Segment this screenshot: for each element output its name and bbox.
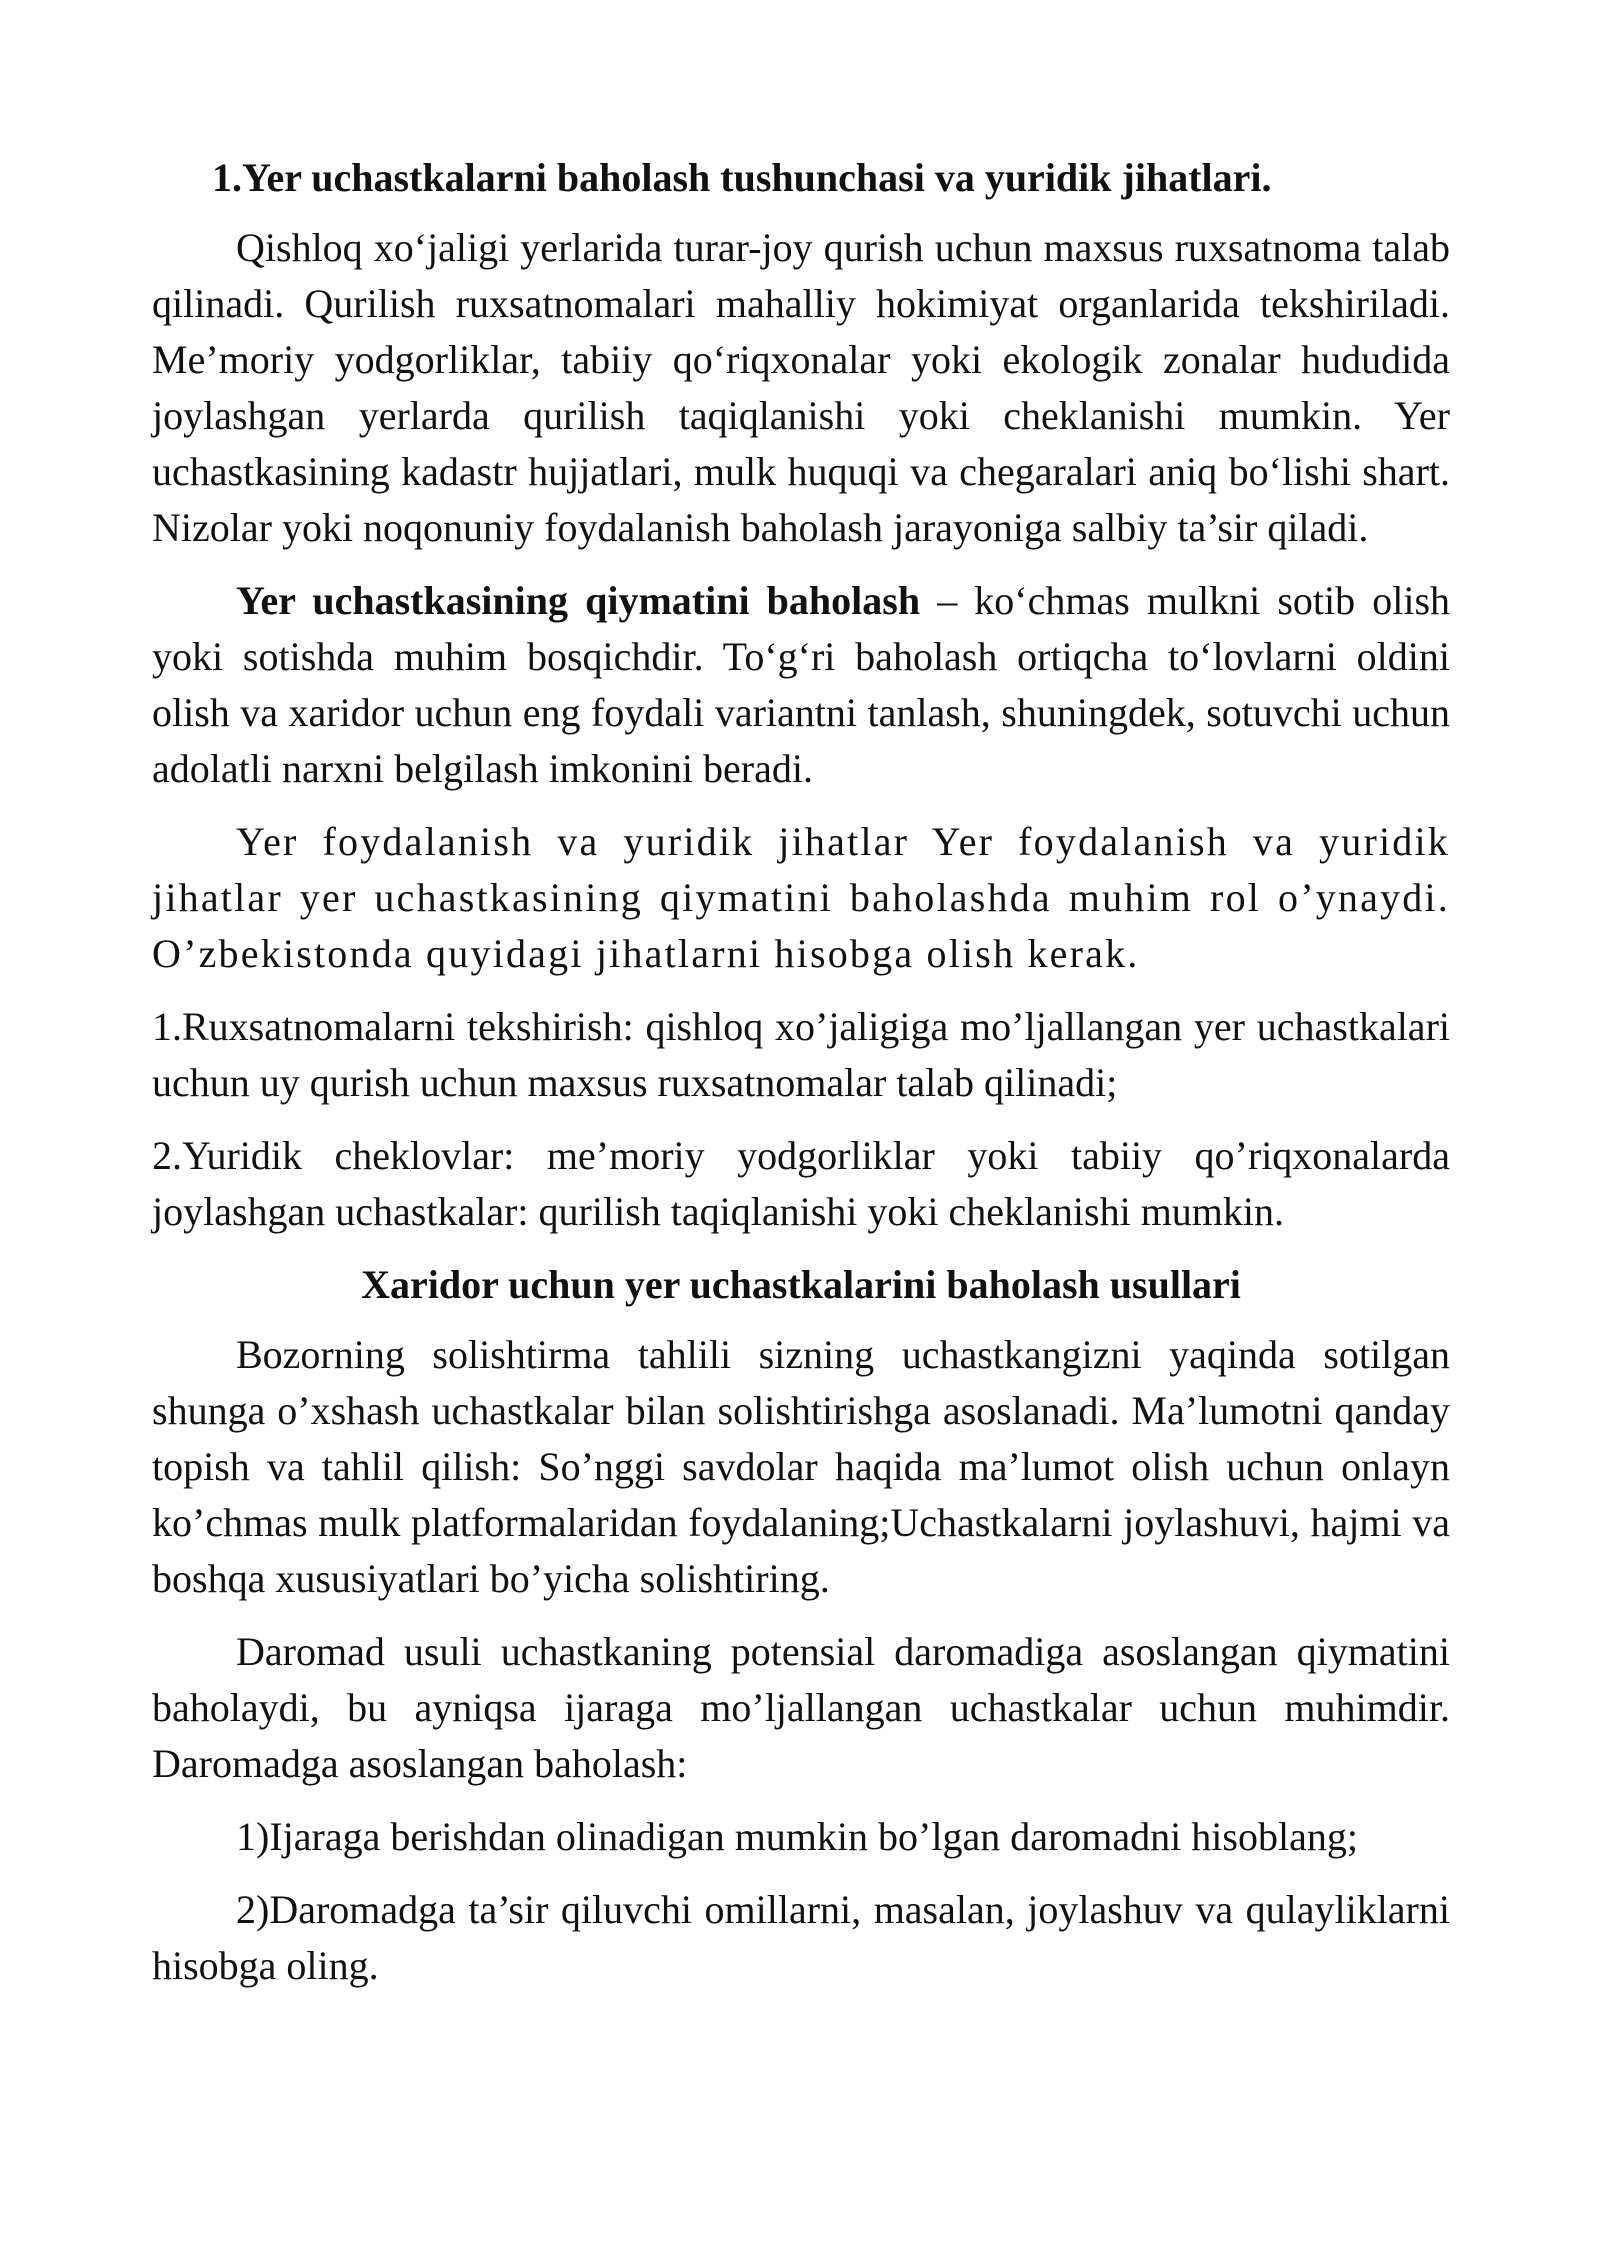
- section-heading: 1.Yer uchastkalarni baholash tushunchasi va yuridik jihatlari.: [212, 155, 1272, 200]
- paragraph-market-comparison: Bozorning solishtirma tahlili sizning uchastkangizni yaqinda sotilgan shunga o’xshash uchastkalar bilan solishtirishga asoslanadi. Ma’lumotni qanday topish va tahlil qilish: So’nggi savdolar haqida ma’lumot olish uchun onlayn ko’chmas mulk platformalaridan foydalaning;Uchastkalarni joylashuvi, hajmi va boshqa xususiyatlari bo’yicha solishtiring.: [152, 1332, 1450, 1601]
- paragraph-valuation-text: – ko‘chmas mulkni sotib olish yoki sotishda muhim bosqichdir. To‘g‘ri baholash ortiqcha to‘lovlarni oldini olish va xaridor uchun eng foydali variantni tanlash, shuningdek, sotuvchi uchun adolatli narxni belgilash imkonini beradi.: [152, 578, 1451, 791]
- list-item-permits: 1.Ruxsatnomalarni tekshirish: qishloq xo’jaligiga mo’ljallangan yer uchastkalari uchun uy qurish uchun maxsus ruxsatnomalar talab qilinadi;: [152, 1004, 1450, 1105]
- paragraph-permits: Qishloq xo‘jaligi yerlarida turar-joy qurish uchun maxsus ruxsatnoma talab qilinadi. Qurilish ruxsatnomalari mahalliy hokimiyat organlarida tekshiriladi. Me’moriy yodgorliklar, tabiiy qo‘riqxonalar yoki ekologik zonalar hududida joylashgan yerlarda qurilish taqiqlanishi yoki cheklanishi mumkin. Yer uchastkasining kadastr hujjatlari, mulk huquqi va chegaralari aniq bo‘lishi shart. Nizolar yoki noqonuniy foydalanish baholash jarayoniga salbiy ta’sir qiladi.: [152, 225, 1450, 550]
- paragraph-valuation-term: Yer uchastkasining qiymatini baholash: [236, 578, 921, 623]
- subsection-heading: Xaridor uchun yer uchastkalarini baholash usullari: [361, 1262, 1241, 1307]
- list-item-income-calc: 1)Ijaraga berishdan olinadigan mumkin bo’lgan daromadni hisoblang;: [236, 1814, 1358, 1859]
- list-item-factors: 2)Daromadga ta’sir qiluvchi omillarni, masalan, joylashuv va qulayliklarni hisobga oling.: [152, 1887, 1450, 1988]
- paragraph-income-method: Daromad usuli uchastkaning potensial daromadiga asoslangan qiymatini baholaydi, bu ayniqsa ijaraga mo’ljallangan uchastkalar uchun muhimdir. Daromadga asoslangan baholash:: [152, 1629, 1450, 1786]
- paragraph-valuation: [152, 573, 1450, 797]
- paragraph-legal-aspects: Yer foydalanish va yuridik jihatlar Yer foydalanish va yuridik jihatlar yer uchastkasining qiymatini baholashda muhim rol o’ynaydi. O’zbekistonda quyidagi jihatlarni hisobga olish kerak.: [152, 819, 1450, 976]
- list-item-restrictions: 2.Yuridik cheklovlar: me’moriy yodgorliklar yoki tabiiy qo’riqxonalarda joylashgan uchastkalar: qurilish taqiqlanishi yoki cheklanishi mumkin.: [152, 1133, 1450, 1234]
- document-page: [152, 150, 1450, 1994]
